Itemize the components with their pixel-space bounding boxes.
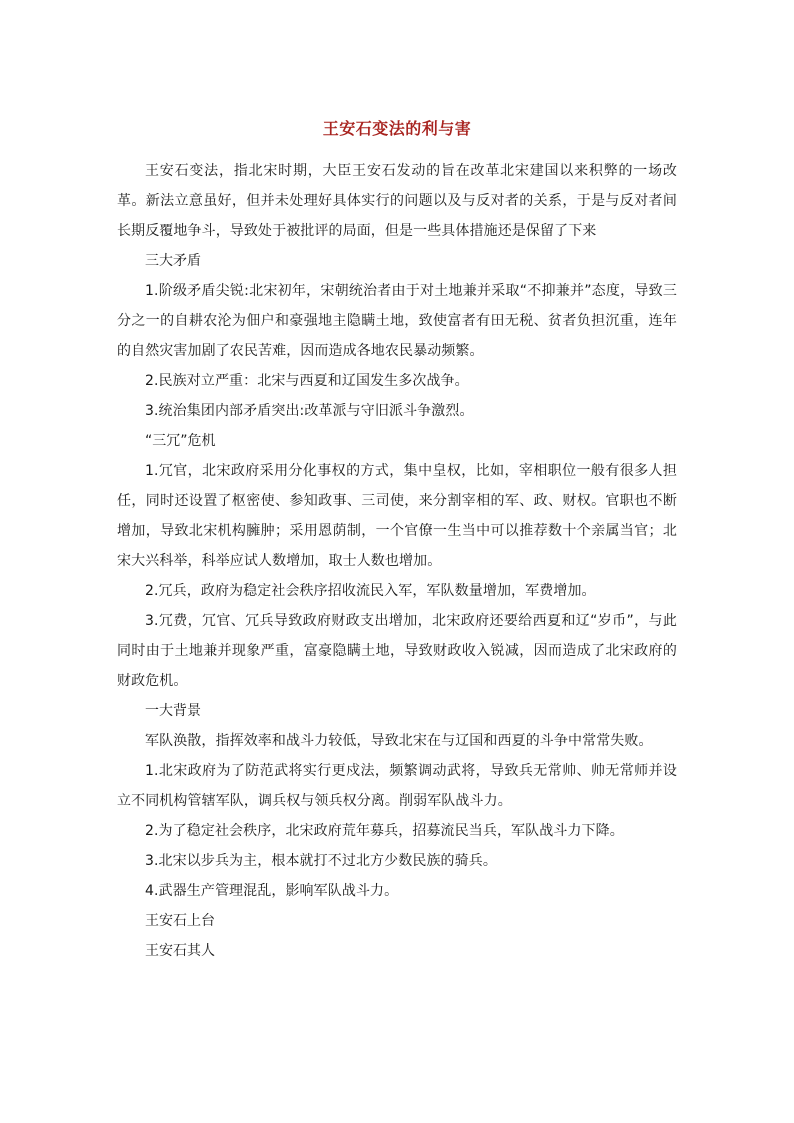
paragraph-famine-recruitment: 2.为了稳定社会秩序，北宋政府荒年募兵，招募流民当兵，军队战斗力下降。 bbox=[145, 823, 624, 839]
section-heading-three-redundancies: “三冗”危机 bbox=[145, 433, 216, 449]
paragraph-ruling-group-conflict: 3.统治集团内部矛盾突出:改革派与守旧派斗争激烈。 bbox=[145, 403, 474, 419]
paragraph-redundant-soldiers: 2.冗兵，政府为稳定社会秩序招收流民入军，军队数量增加，军费增加。 bbox=[145, 583, 596, 599]
section-heading-background: 一大背景 bbox=[145, 703, 201, 719]
paragraph-rotation-system: 1.北宋政府为了防范武将实行更戍法，频繁调动武将，导致兵无常帅、帅无常师并设立不同机构管辖军队，调兵权与领兵权分离。削弱军队战斗力。 bbox=[117, 763, 677, 809]
section-heading-three-contradictions: 三大矛盾 bbox=[145, 253, 201, 269]
document-title: 王安石变法的利与害 bbox=[322, 119, 472, 138]
paragraph-class-contradiction: 1.阶级矛盾尖锐:北宋初年，宋朝统治者由于对土地兼并采取“不抑兼并”态度，导致三分之一的自耕农沦为佃户和豪强地主隐瞒土地，致使富者有田无税、贫者负担沉重，连年的自然灾害加剧了农民苦难，因而造成各地农民暴动频繁。 bbox=[117, 283, 677, 359]
paragraph-redundant-expenses: 3.冗费，冗官、冗兵导致政府财政支出增加，北宋政府还要给西夏和辽“岁币”，与此同时由于土地兼并现象严重，富豪隐瞒土地，导致财政收入锐减，因而造成了北宋政府的财政危机。 bbox=[117, 613, 677, 689]
section-heading-rise-to-power: 王安石上台 bbox=[145, 913, 215, 929]
paragraph-redundant-officials: 1.冗官，北宋政府采用分化事权的方式，集中皇权，比如，宰相职位一般有很多人担任，同时还设置了枢密使、参知政事、三司使，来分割宰相的军、政、财权。官职也不断增加，导致北宋机构臃肿；采用恩荫制，一个官僚一生当中可以推荐数十个亲属当官；北宋大兴科举，科举应试人数增加，取士人数也增加。 bbox=[117, 463, 677, 569]
intro-paragraph: 王安石变法，指北宋时期，大臣王安石发动的旨在改革北宋建国以来积弊的一场改革。新法立意虽好，但并未处理好具体实行的问题以及与反对者的关系，于是与反对者间长期反覆地争斗，导致处于被批评的局面，但是一些具体措施还是保留了下来 bbox=[117, 163, 677, 239]
section-heading-biography: 王安石其人 bbox=[145, 943, 215, 959]
paragraph-army-lax: 军队涣散，指挥效率和战斗力较低，导致北宋在与辽国和西夏的斗争中常常失败。 bbox=[145, 733, 653, 749]
document-page bbox=[117, 118, 677, 966]
paragraph-infantry: 3.北宋以步兵为主，根本就打不过北方少数民族的骑兵。 bbox=[145, 853, 497, 869]
paragraph-weapons: 4.武器生产管理混乱，影响军队战斗力。 bbox=[145, 883, 399, 899]
paragraph-ethnic-conflict: 2.民族对立严重：北宋与西夏和辽国发生多次战争。 bbox=[145, 373, 469, 389]
